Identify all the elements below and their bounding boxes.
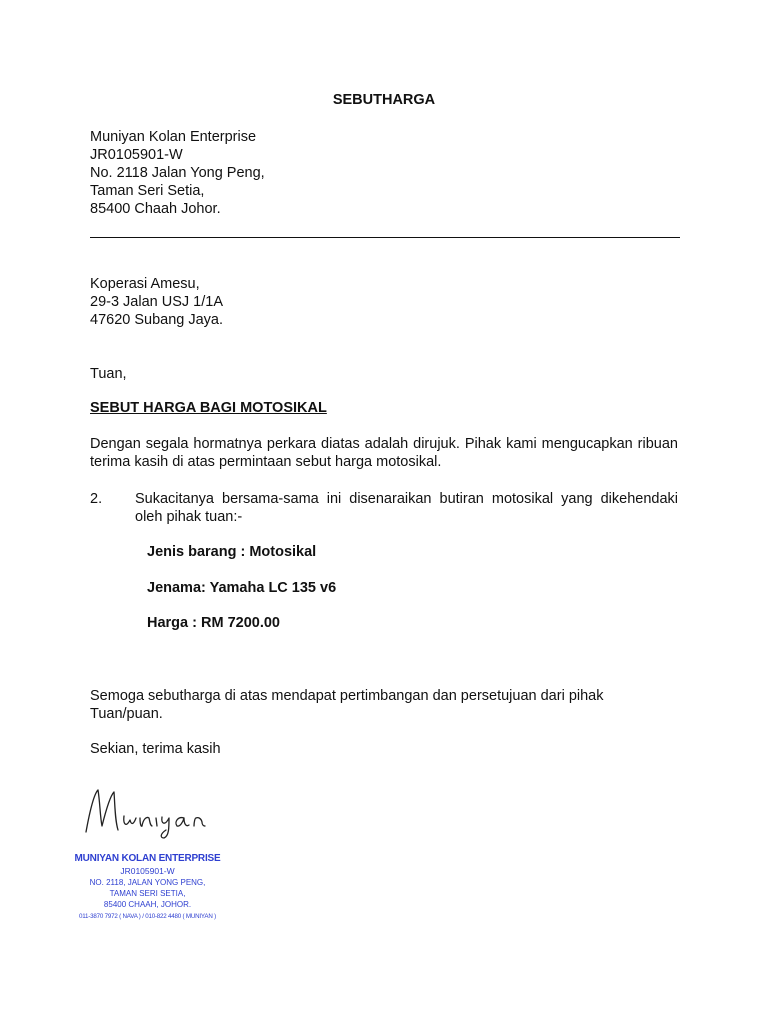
header-divider <box>90 237 680 238</box>
sender-name: Muniyan Kolan Enterprise <box>90 129 257 145</box>
stamp-reg-no: JR0105901-W <box>120 866 175 876</box>
stamp-company-name: MUNIYAN KOLAN ENTERPRISE <box>74 853 221 864</box>
closing-remark: Sekian, terima kasih <box>90 741 221 757</box>
item-brand: Jenama: Yamaha LC 135 v6 <box>147 580 337 596</box>
paragraph-2-number: 2. <box>90 491 103 507</box>
closing-paragraph: Semoga sebutharga di atas mendapat pertimbangan dan persetujuan dari pihak Tuan/puan. <box>90 688 604 722</box>
stamp-address-line-3: 85400 CHAAH, JOHOR. <box>103 900 192 909</box>
stamp-address-line-2: TAMAN SERI SETIA, <box>109 889 186 898</box>
recipient-name: Koperasi Amesu, <box>90 276 200 292</box>
sender-address-line-2: Taman Seri Setia, <box>90 183 205 199</box>
company-stamp <box>60 850 235 940</box>
sender-address-line-1: No. 2118 Jalan Yong Peng, <box>90 165 265 181</box>
salutation: Tuan, <box>90 366 127 382</box>
sender-address-line-3: 85400 Chaah Johor. <box>90 201 221 217</box>
handwritten-signature <box>80 780 230 840</box>
paragraph-1: Dengan segala hormatnya perkara diatas adalah dirujuk. Pihak kami mengucapkan ribuan terima kasih di atas permintaan sebut harga motosikal. <box>90 436 678 470</box>
sender-reg-no: JR0105901-W <box>90 147 183 163</box>
recipient-address-line-2: 47620 Subang Jaya. <box>90 312 224 328</box>
stamp-phone-numbers: 011-3870 7972 ( NAVA ) / 010-822 4480 ( MUNIYAN ) <box>79 913 216 920</box>
recipient-address-line-1: 29-3 Jalan USJ 1/1A <box>90 294 223 310</box>
stamp-address-line-1: NO. 2118, JALAN YONG PENG, <box>89 878 206 887</box>
item-type: Jenis barang : Motosikal <box>147 544 317 560</box>
subject-heading: SEBUT HARGA BAGI MOTOSIKAL <box>90 400 327 416</box>
paragraph-2: Sukacitanya bersama-sama ini disenaraikan butiran motosikal yang dikehendaki oleh pihak tuan:- <box>135 491 678 525</box>
item-price: Harga : RM 7200.00 <box>147 615 280 631</box>
document-title: SEBUTHARGA <box>332 92 436 108</box>
